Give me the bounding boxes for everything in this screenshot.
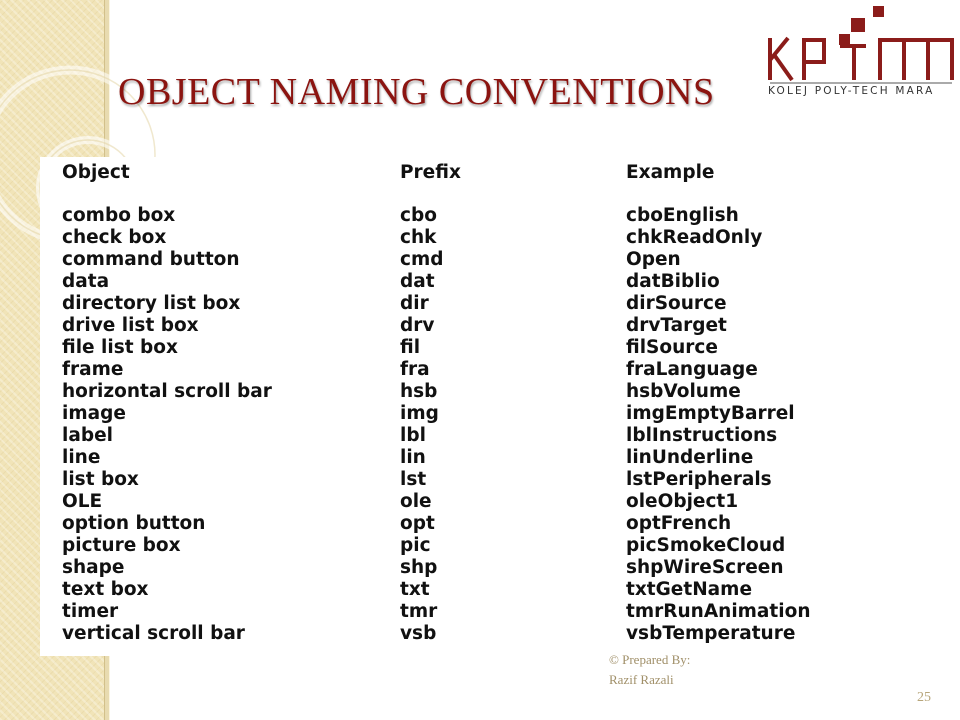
cell-prefix: fra	[400, 359, 430, 380]
cell-prefix: ole	[400, 491, 432, 512]
header-object: Object	[62, 162, 130, 183]
table-row	[62, 293, 811, 315]
table-row	[62, 249, 811, 271]
cell-example: linUnderline	[626, 447, 754, 468]
table-row	[62, 535, 811, 557]
cell-prefix: chk	[400, 227, 437, 248]
cell-object: label	[62, 425, 113, 446]
cell-example: fraLanguage	[626, 359, 758, 380]
cell-object: timer	[62, 601, 119, 622]
cell-prefix: img	[400, 403, 439, 424]
cell-object: list box	[62, 469, 139, 490]
table-row	[62, 425, 811, 447]
cell-example: picSmokeCloud	[626, 535, 786, 556]
cell-object: data	[62, 271, 110, 292]
cell-prefix: pic	[400, 535, 431, 556]
naming-conventions-table	[40, 157, 860, 656]
footer-credit	[609, 650, 690, 690]
header-example: Example	[626, 162, 715, 183]
cell-object: text box	[62, 579, 149, 600]
table-row	[62, 601, 811, 623]
table-row	[62, 403, 811, 425]
cell-example: imgEmptyBarrel	[626, 403, 795, 424]
cell-example: vsbTemperature	[626, 623, 796, 644]
table-row	[62, 557, 811, 579]
cell-object: shape	[62, 557, 125, 578]
cell-prefix: lbl	[400, 425, 426, 446]
cell-example: chkReadOnly	[626, 227, 763, 248]
cell-prefix: tmr	[400, 601, 438, 622]
cell-object: check box	[62, 227, 167, 248]
cell-example: dirSource	[626, 293, 727, 314]
header-prefix: Prefix	[400, 162, 461, 183]
cell-example: filSource	[626, 337, 718, 358]
cell-prefix: cbo	[400, 205, 437, 226]
cell-example: optFrench	[626, 513, 732, 534]
table-row	[62, 623, 811, 645]
cell-object: image	[62, 403, 126, 424]
table-row	[62, 513, 811, 535]
cell-object: option button	[62, 513, 206, 534]
table-row	[62, 271, 811, 293]
cell-prefix: drv	[400, 315, 435, 336]
cell-prefix: cmd	[400, 249, 444, 270]
cell-prefix: hsb	[400, 381, 438, 402]
cell-prefix: opt	[400, 513, 435, 534]
cell-example: datBiblio	[626, 271, 720, 292]
cell-object: combo box	[62, 205, 176, 226]
footer-author: Razif Razali	[609, 672, 674, 687]
cell-prefix: dir	[400, 293, 429, 314]
cell-object: file list box	[62, 337, 178, 358]
cell-example: drvTarget	[626, 315, 727, 336]
cell-prefix: fil	[400, 337, 421, 358]
cell-example: lblInstructions	[626, 425, 778, 446]
cell-example: Open	[626, 249, 681, 270]
table-row	[62, 205, 811, 227]
footer-prepared-by: © Prepared By:	[609, 652, 691, 667]
cell-prefix: vsb	[400, 623, 437, 644]
table-row	[62, 227, 811, 249]
logo-subtitle: KOLEJ POLY-TECH MARA	[768, 85, 935, 97]
cell-example: cboEnglish	[626, 205, 739, 226]
cell-prefix: lin	[400, 447, 426, 468]
table-row	[62, 447, 811, 469]
cell-prefix: txt	[400, 579, 430, 600]
slide-title: OBJECT NAMING CONVENTIONS	[118, 71, 715, 113]
table-row	[62, 381, 811, 403]
table-row	[62, 469, 811, 491]
page-number: 25	[917, 690, 931, 705]
table-row	[62, 579, 811, 601]
cell-prefix: dat	[400, 271, 435, 292]
cell-object: frame	[62, 359, 124, 380]
cell-object: command button	[62, 249, 240, 270]
table-row	[62, 491, 811, 513]
cell-object: line	[62, 447, 101, 468]
cell-example: shpWireScreen	[626, 557, 784, 578]
cell-example: lstPeripherals	[626, 469, 772, 490]
table-row	[62, 337, 811, 359]
cell-object: drive list box	[62, 315, 199, 336]
cell-prefix: shp	[400, 557, 438, 578]
table-header-row	[62, 157, 811, 189]
cell-object: vertical scroll bar	[62, 623, 245, 644]
cell-object: horizontal scroll bar	[62, 381, 272, 402]
cell-object: picture box	[62, 535, 181, 556]
cell-object: OLE	[62, 491, 103, 512]
cell-example: oleObject1	[626, 491, 739, 512]
cell-example: hsbVolume	[626, 381, 741, 402]
cell-prefix: lst	[400, 469, 427, 490]
cell-example: tmrRunAnimation	[626, 601, 811, 622]
cell-object: directory list box	[62, 293, 241, 314]
table-row	[62, 359, 811, 381]
cell-example: txtGetName	[626, 579, 752, 600]
table-row	[62, 315, 811, 337]
